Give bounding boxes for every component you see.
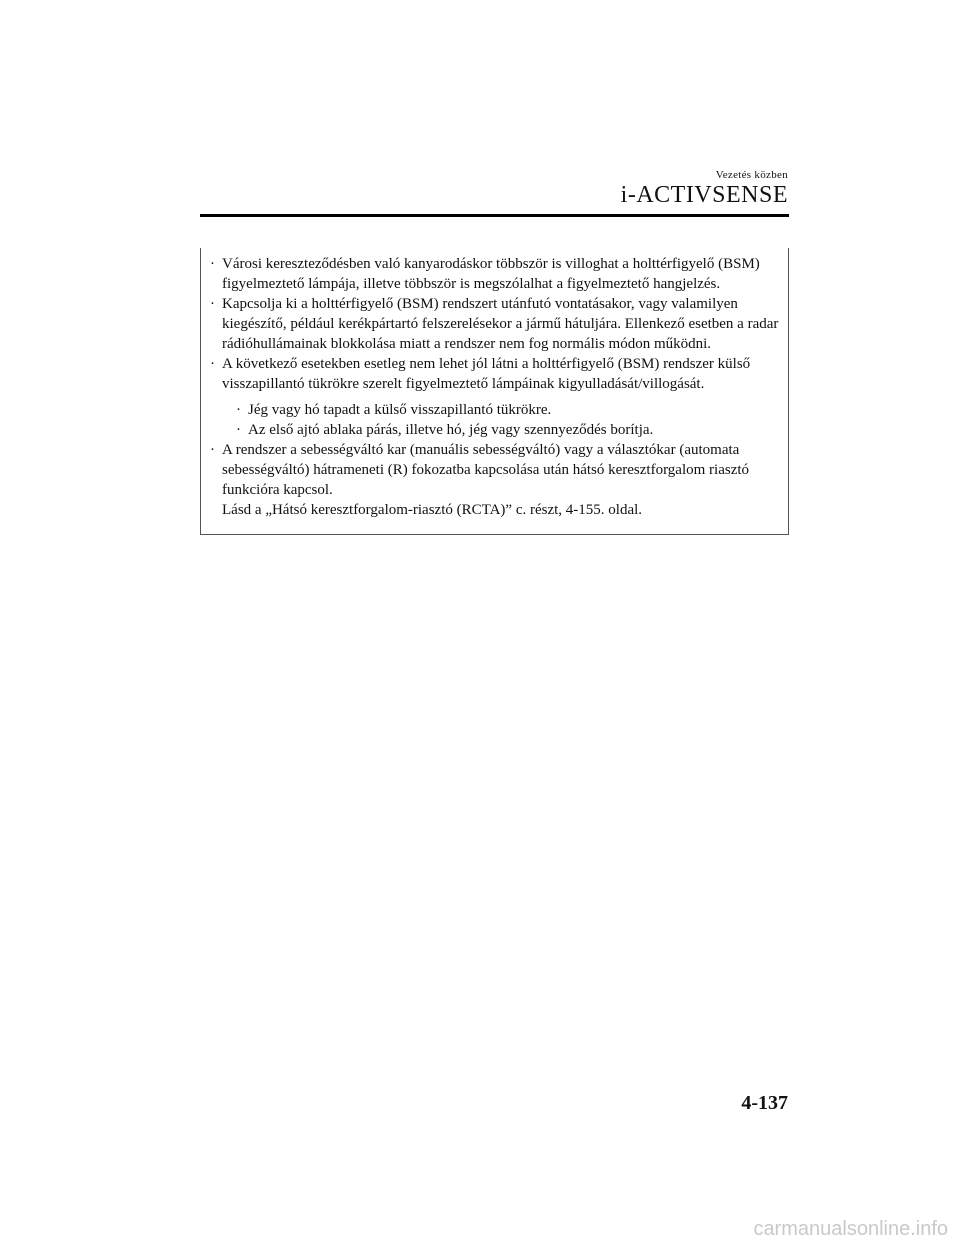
caution-item-text: A következő esetekben esetleg nem lehet jól látni a holttérfigyelő (BSM) rendszer külső visszapillantó tükrökre szerelt figyelmeztető lámpáinak kigyulladását/villogását. [222,356,751,392]
bullet-icon: · [210,296,215,312]
section-title: i-ACTIVSENSE [620,182,788,208]
caution-sublist [222,400,780,440]
caution-subitem [236,400,780,420]
title-rule [200,214,789,217]
caution-item-text: Városi kereszteződésben való kanyarodáskor többször is villoghat a holttérfigyelő (BSM) figyelmeztető lámpája, illetve többször is megszólalhat a figyelmeztető hangjelzés. [222,256,760,292]
caution-list [210,254,780,520]
bullet-icon: · [210,356,215,372]
caution-subitem [236,420,780,440]
bullet-icon: · [210,256,215,272]
watermark: carmanualsonline.info [753,1218,948,1240]
cross-reference: Lásd a „Hátsó keresztforgalom-riasztó (RCTA)” c. részt, 4-155. oldal. [222,502,643,518]
bullet-icon: · [236,402,241,418]
caution-item-text: Kapcsolja ki a holttérfigyelő (BSM) rendszert utánfutó vontatásakor, vagy valamilyen kiegészítő, például kerékpártartó felszerelésekor a jármű hátuljára. Ellenkező esetben a radar rádióhullámainak blokkolása miatt a rendszer nem fog normális módon működni. [222,296,779,352]
running-head: Vezetés közben [715,169,788,181]
bullet-icon: · [236,422,241,438]
caution-item [210,440,780,520]
bullet-icon: · [210,442,215,458]
caution-item [210,294,780,354]
caution-subitem-text: Jég vagy hó tapadt a külső visszapillantó tükrökre. [248,402,552,418]
caution-item [210,354,780,440]
caution-item [210,254,780,294]
page-number: 4-137 [741,1092,788,1114]
caution-box-left-rule [200,248,201,535]
caution-item-text: A rendszer a sebességváltó kar (manuális sebességváltó) vagy a választókar (automata sebességváltó) hátrameneti (R) fokozatba kapcsolása után hátsó keresztforgalom riasztó funkcióra kapcsol. [222,442,750,498]
caution-subitem-text: Az első ajtó ablaka párás, illetve hó, jég vagy szennyeződés borítja. [248,422,654,438]
